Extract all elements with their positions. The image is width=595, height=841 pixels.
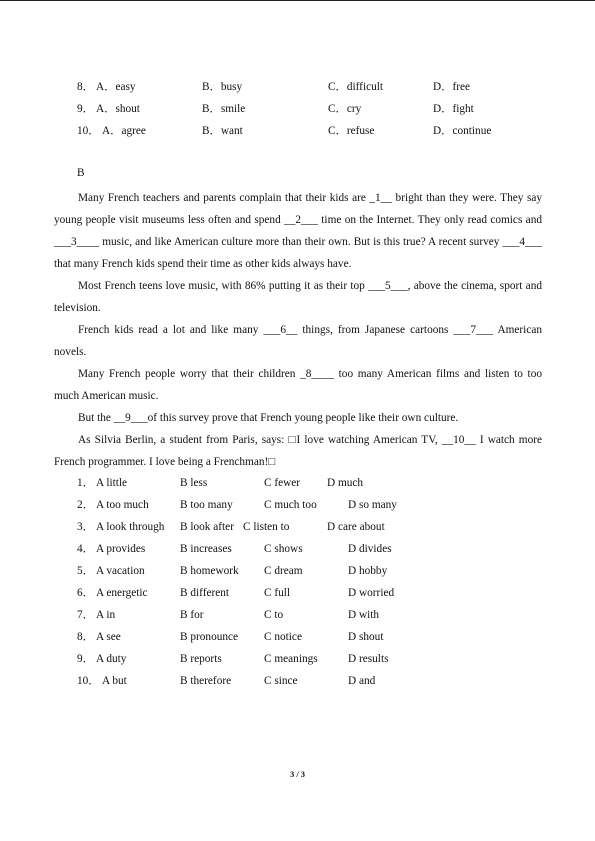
- top-question-row: [0, 123, 595, 139]
- passage-paragraph: But the __9___of this survey prove that French young people like their own culture.: [78, 412, 459, 424]
- option-c: C since: [264, 675, 298, 687]
- option-a: A duty: [96, 653, 127, 665]
- option-a: A see: [96, 631, 121, 643]
- option-c: C listen to: [243, 521, 290, 533]
- option-a: A little: [96, 477, 128, 489]
- option-d: D．fight: [433, 103, 474, 115]
- passage-paragraph: French kids read a lot and like many ___6__ things, from Japanese cartoons ___7___ American novels.: [54, 324, 542, 358]
- option-b: B therefore: [180, 675, 232, 687]
- page-number: 3 / 3: [289, 769, 306, 779]
- option-b: B look after: [180, 521, 234, 533]
- top-question-row: [0, 101, 595, 117]
- question-number: 9．: [77, 653, 94, 665]
- option-a: A．agree: [102, 125, 146, 137]
- question-row: [0, 585, 595, 601]
- option-b: B．want: [202, 125, 243, 137]
- option-c: C．refuse: [328, 125, 375, 137]
- passage-paragraph: Many French teachers and parents complain that their kids are _1__ bright than they were. They say young people visit museums less often and spend __2___ time on the Internet. They only read comics and ___3____ music, and like American culture more than their own. But is this true? A recent survey ___4___ that many French kids spend their time as other kids always have.: [54, 192, 542, 270]
- option-b: B less: [180, 477, 208, 489]
- option-d: D with: [348, 609, 380, 621]
- option-a: A look through: [96, 521, 165, 533]
- option-d: D hobby: [348, 565, 388, 577]
- option-d: D divides: [348, 543, 392, 555]
- top-rule: [0, 0, 595, 1]
- question-number: 1．: [77, 477, 94, 489]
- question-number: 9．: [77, 103, 94, 115]
- passage-paragraph: Many French people worry that their children _8____ too many American films and listen to too much American music.: [54, 368, 542, 402]
- question-number: 10．: [77, 675, 100, 687]
- option-a: A．shout: [96, 103, 140, 115]
- option-a: A provides: [96, 543, 146, 555]
- option-a: A in: [96, 609, 116, 621]
- question-row: [0, 629, 595, 645]
- section-label: B: [77, 167, 85, 179]
- option-d: D．free: [433, 81, 471, 93]
- question-number: 7．: [77, 609, 94, 621]
- option-b: B for: [180, 609, 204, 621]
- option-b: B．smile: [202, 103, 246, 115]
- question-number: 4．: [77, 543, 94, 555]
- option-c: C meanings: [264, 653, 318, 665]
- option-c: C dream: [264, 565, 303, 577]
- question-number: 8．: [77, 631, 94, 643]
- option-c: C to: [264, 609, 284, 621]
- option-d: D shout: [348, 631, 384, 643]
- passage-paragraph: As Silvia Berlin, a student from Paris, says: □I love watching American TV, __10__ I watch more French programmer. I love being a Frenchman!□: [54, 434, 542, 468]
- option-d: D care about: [327, 521, 385, 533]
- question-row: [0, 497, 595, 513]
- option-d: D much: [327, 477, 364, 489]
- option-a: A but: [102, 675, 127, 687]
- option-a: A．easy: [96, 81, 136, 93]
- option-c: C．cry: [328, 103, 362, 115]
- passage-paragraph: Most French teens love music, with 86% putting it as their top ___5___, above the cinema, sport and television.: [54, 280, 542, 314]
- option-c: C．difficult: [328, 81, 384, 93]
- question-row: [0, 651, 595, 667]
- question-number: 2．: [77, 499, 94, 511]
- option-b: B．busy: [202, 81, 243, 93]
- option-b: B homework: [180, 565, 239, 577]
- question-row: [0, 673, 595, 689]
- option-d: D．continue: [433, 125, 492, 137]
- option-b: B pronounce: [180, 631, 239, 643]
- option-b: B reports: [180, 653, 222, 665]
- top-question-row: [0, 79, 595, 95]
- question-number: 10．: [77, 125, 100, 137]
- option-c: C fewer: [264, 477, 301, 489]
- question-row: [0, 519, 595, 535]
- question-number: 8．: [77, 81, 94, 93]
- question-row: [0, 475, 595, 491]
- question-number: 6．: [77, 587, 94, 599]
- option-a: A vacation: [96, 565, 145, 577]
- option-b: B increases: [180, 543, 232, 555]
- option-d: D results: [348, 653, 389, 665]
- question-row: [0, 541, 595, 557]
- question-number: 3．: [77, 521, 94, 533]
- question-row: [0, 607, 595, 623]
- option-d: D and: [348, 675, 376, 687]
- option-d: D worried: [348, 587, 395, 599]
- option-c: C notice: [264, 631, 302, 643]
- option-c: C much too: [264, 499, 317, 511]
- option-d: D so many: [348, 499, 397, 511]
- question-number: 5．: [77, 565, 94, 577]
- option-c: C shows: [264, 543, 303, 555]
- option-c: C full: [264, 587, 291, 599]
- question-row: [0, 563, 595, 579]
- option-b: B too many: [180, 499, 233, 511]
- option-b: B different: [180, 587, 230, 599]
- option-a: A too much: [96, 499, 149, 511]
- option-a: A energetic: [96, 587, 148, 599]
